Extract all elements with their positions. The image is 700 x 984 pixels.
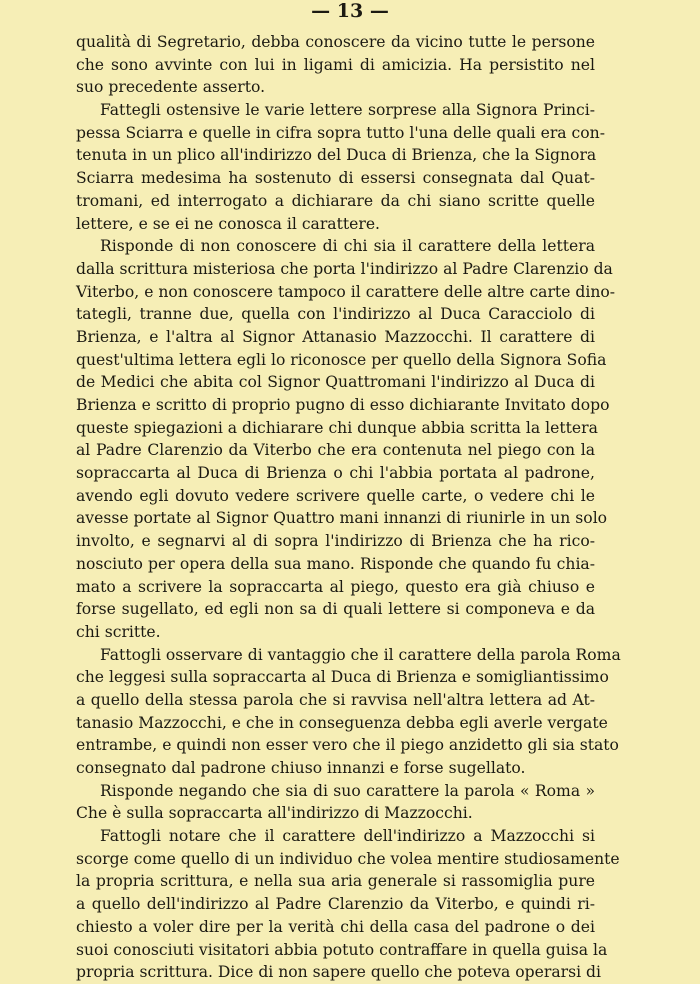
text-line: suoi conosciuti visitatori abbia potuto contraffare in quella guisa la bbox=[76, 940, 608, 959]
text-line: tenuta in un plico all'indirizzo del Duca di Brienza, che la Signora bbox=[76, 146, 597, 165]
text-line: queste spiegazioni a dichiarare chi dunque abbia scritta la lettera bbox=[76, 418, 598, 437]
text-line: tanasio Mazzocchi, e che in conseguenza debba egli averle vergate bbox=[76, 713, 608, 732]
text-line: Brienza e scritto di proprio pugno di esso dichiarante Invitato dopo bbox=[76, 396, 610, 414]
text-line: al Padre Clarenzio da Viterbo che era contenuta nel piego con la bbox=[76, 441, 595, 460]
text-line: avendo egli dovuto vedere scrivere quelle carte, o vedere chi le bbox=[76, 486, 595, 505]
text-line: suo precedente asserto. bbox=[76, 78, 266, 97]
text-line: nosciuto per opera della sua mano. Risponde che quando fu chia- bbox=[76, 554, 595, 573]
text-line: che leggesi sulla sopraccarta al Duca di Brienza e somigliantissimo bbox=[76, 668, 609, 687]
text-line: quest'ultima lettera egli lo riconosce per quello della Signora Sofia bbox=[76, 350, 607, 369]
text-line: forse sugellato, ed egli non sa di quali lettere si componeva e da bbox=[76, 600, 595, 619]
text-line: sopraccarta al Duca di Brienza o chi l'abbia portata al padrone, bbox=[76, 464, 595, 483]
body-text bbox=[76, 31, 621, 984]
text-line: lettere, e se ei ne conosca il carattere. bbox=[76, 214, 381, 233]
text-line: Che è sulla sopraccarta all'indirizzo di Mazzocchi. bbox=[76, 804, 473, 823]
text-line: a quello della stessa parola che si ravvisa nell'altra lettera ad At- bbox=[76, 690, 595, 709]
text-line: scorge come quello di un individuo che volea mentire studiosamente bbox=[76, 849, 620, 868]
text-line: de Medici che abita col Signor Quattromani l'indirizzo al Duca di bbox=[76, 373, 595, 392]
text-line: propria scrittura. Dice di non sapere quello che poteva operarsi di bbox=[76, 963, 602, 982]
text-line: tromani, ed interrogato a dichiarare da chi siano scritte quelle bbox=[76, 191, 595, 210]
text-line: a quello dell'indirizzo al Padre Clarenzio da Viterbo, e quindi ri- bbox=[76, 895, 595, 914]
text-line: Brienza, e l'altra al Signor Attanasio Mazzocchi. Il carattere di bbox=[76, 327, 595, 346]
text-line: chiesto a voler dire per la verità chi della casa del padrone o dei bbox=[76, 917, 595, 936]
text-line: qualità di Segretario, debba conoscere da vicino tutte le persone bbox=[76, 33, 595, 51]
text-line: Risponde negando che sia di suo carattere la parola « Roma » bbox=[100, 781, 595, 800]
text-line: che sono avvinte con lui in ligami di amicizia. Ha persistito nel bbox=[76, 55, 595, 74]
text-line: la propria scrittura, e nella sua aria generale si rassomiglia pure bbox=[76, 872, 595, 891]
text-line: chi scritte. bbox=[76, 622, 161, 641]
page-number: — 13 — bbox=[311, 0, 389, 22]
text-line: involto, e segnarvi al di sopra l'indirizzo di Brienza che ha rico- bbox=[76, 532, 595, 551]
text-line: Fattegli ostensive le varie lettere sorprese alla Signora Princi- bbox=[100, 101, 595, 120]
text-line: entrambe, e quindi non esser vero che il piego anzidetto gli sia stato bbox=[76, 736, 619, 755]
text-line: Sciarra medesima ha sostenuto di essersi consegnata dal Quat- bbox=[76, 169, 595, 188]
text-line: avesse portate al Signor Quattro mani innanzi di riunirle in un solo bbox=[76, 509, 608, 528]
text-line: Fattogli notare che il carattere dell'indirizzo a Mazzocchi si bbox=[100, 827, 595, 846]
text-line: Fattogli osservare di vantaggio che il carattere della parola Roma bbox=[100, 645, 621, 664]
text-line: dalla scrittura misteriosa che porta l'indirizzo al Padre Clarenzio da bbox=[76, 259, 613, 278]
text-line: consegnato dal padrone chiuso innanzi e forse sugellato. bbox=[76, 759, 526, 777]
text-line: pessa Sciarra e quelle in cifra sopra tutto l'una delle quali era con- bbox=[76, 123, 605, 142]
text-line: Risponde di non conoscere di chi sia il carattere della lettera bbox=[100, 237, 595, 256]
text-line: tategli, tranne due, quella con l'indirizzo al Duca Caracciolo di bbox=[76, 305, 595, 324]
text-line: Viterbo, e non conoscere tampoco il carattere delle altre carte dino- bbox=[76, 282, 616, 301]
text-line: mato a scrivere la sopraccarta al piego, questo era già chiuso e bbox=[76, 577, 595, 596]
